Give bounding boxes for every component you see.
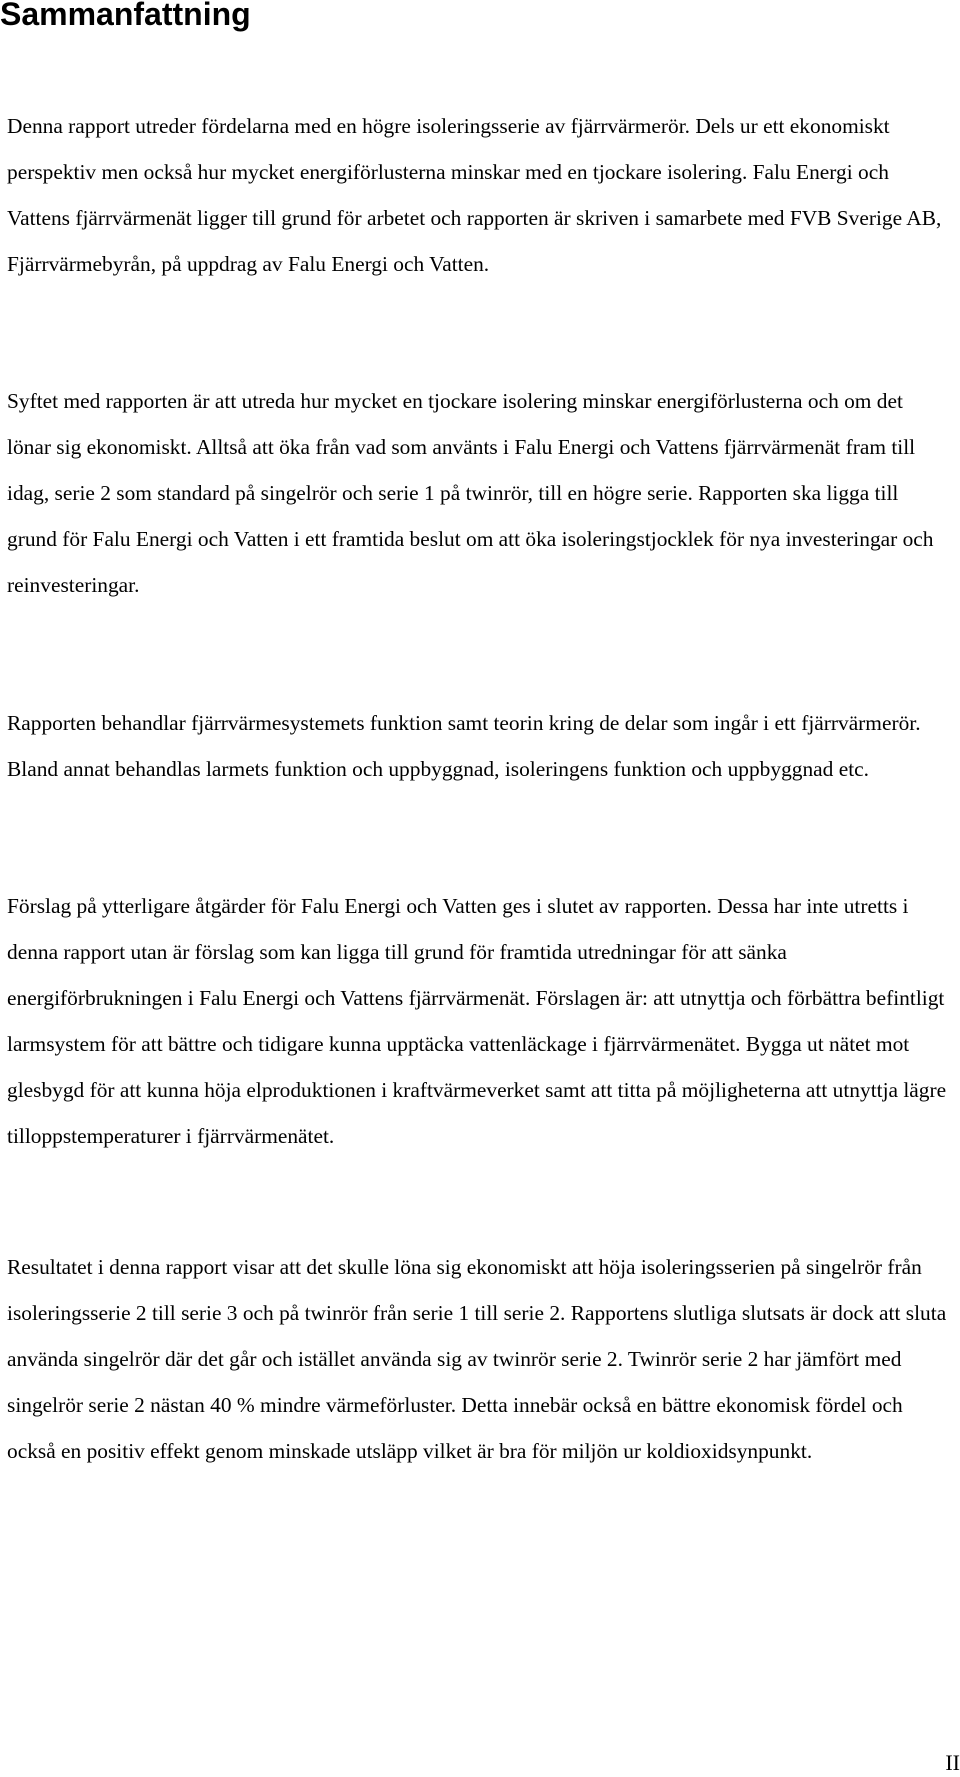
summary-paragraph-4: Förslag på ytterligare åtgärder för Falu Energi och Vatten ges i slutet av rapporten. Dessa har inte utretts i denna rapport utan är förslag som kan ligga till grund för framtida utredningar för att sänka energiförbrukningen i Falu Energi och Vattens fjärrvärmenät. Förslagen är: att utnyttja och förbättra befintligt larmsystem för att bättre och tidigare kunna upptäcka vattenläckage i fjärrvärmenätet. Bygga ut nätet mot glesbygd för att kunna höja elproduktionen i kraftvärmeverket samt att titta på möjligheterna att utnyttja lägre tilloppstemperaturer i fjärrvärmenätet. [7, 894, 947, 1148]
summary-paragraph-3: Rapporten behandlar fjärrvärmesystemets funktion samt teorin kring de delar som ingår i ett fjärrvärmerör. Bland annat behandlas larmets funktion och uppbyggnad, isoleringens funktion och uppbyggnad etc. [7, 711, 921, 781]
page-number: II [945, 1750, 960, 1775]
summary-paragraph-5: Resultatet i denna rapport visar att det skulle löna sig ekonomiskt att höja isoleringsserien på singelrör från isoleringsserie 2 till serie 3 och på twinrör från serie 1 till serie 2. Rapportens slutliga slutsats är dock att sluta använda singelrör där det går och istället använda sig av twinrör serie 2. Twinrör serie 2 har jämfört med singelrör serie 2 nästan 40 % mindre värmeförluster. Detta innebär också en bättre ekonomisk fördel och också en positiv effekt genom minskade utsläpp vilket är bra för miljön ur koldioxidsynpunkt. [7, 1255, 947, 1463]
summary-paragraph-1: Denna rapport utreder fördelarna med en högre isoleringsserie av fjärrvärmerör. Dels ur ett ekonomiskt perspektiv men också hur mycket energiförlusterna minskar med en tjockare isolering. Falu Energi och Vattens fjärrvärmenät ligger till grund för arbetet och rapporten är skriven i samarbete med FVB Sverige AB, Fjärrvärmebyrån, på uppdrag av Falu Energi och Vatten. [7, 114, 942, 276]
summary-paragraph-2: Syftet med rapporten är att utreda hur mycket en tjockare isolering minskar energiförlusterna och om det lönar sig ekonomiskt. Alltså att öka från vad som använts i Falu Energi och Vattens fjärrvärmenät fram till idag, serie 2 som standard på singelrör och serie 1 på twinrör, till en högre serie. Rapporten ska ligga till grund för Falu Energi och Vatten i ett framtida beslut om att öka isoleringstjocklek för nya investeringar och reinvesteringar. [7, 389, 934, 597]
page-title: Sammanfattning [0, 0, 251, 32]
